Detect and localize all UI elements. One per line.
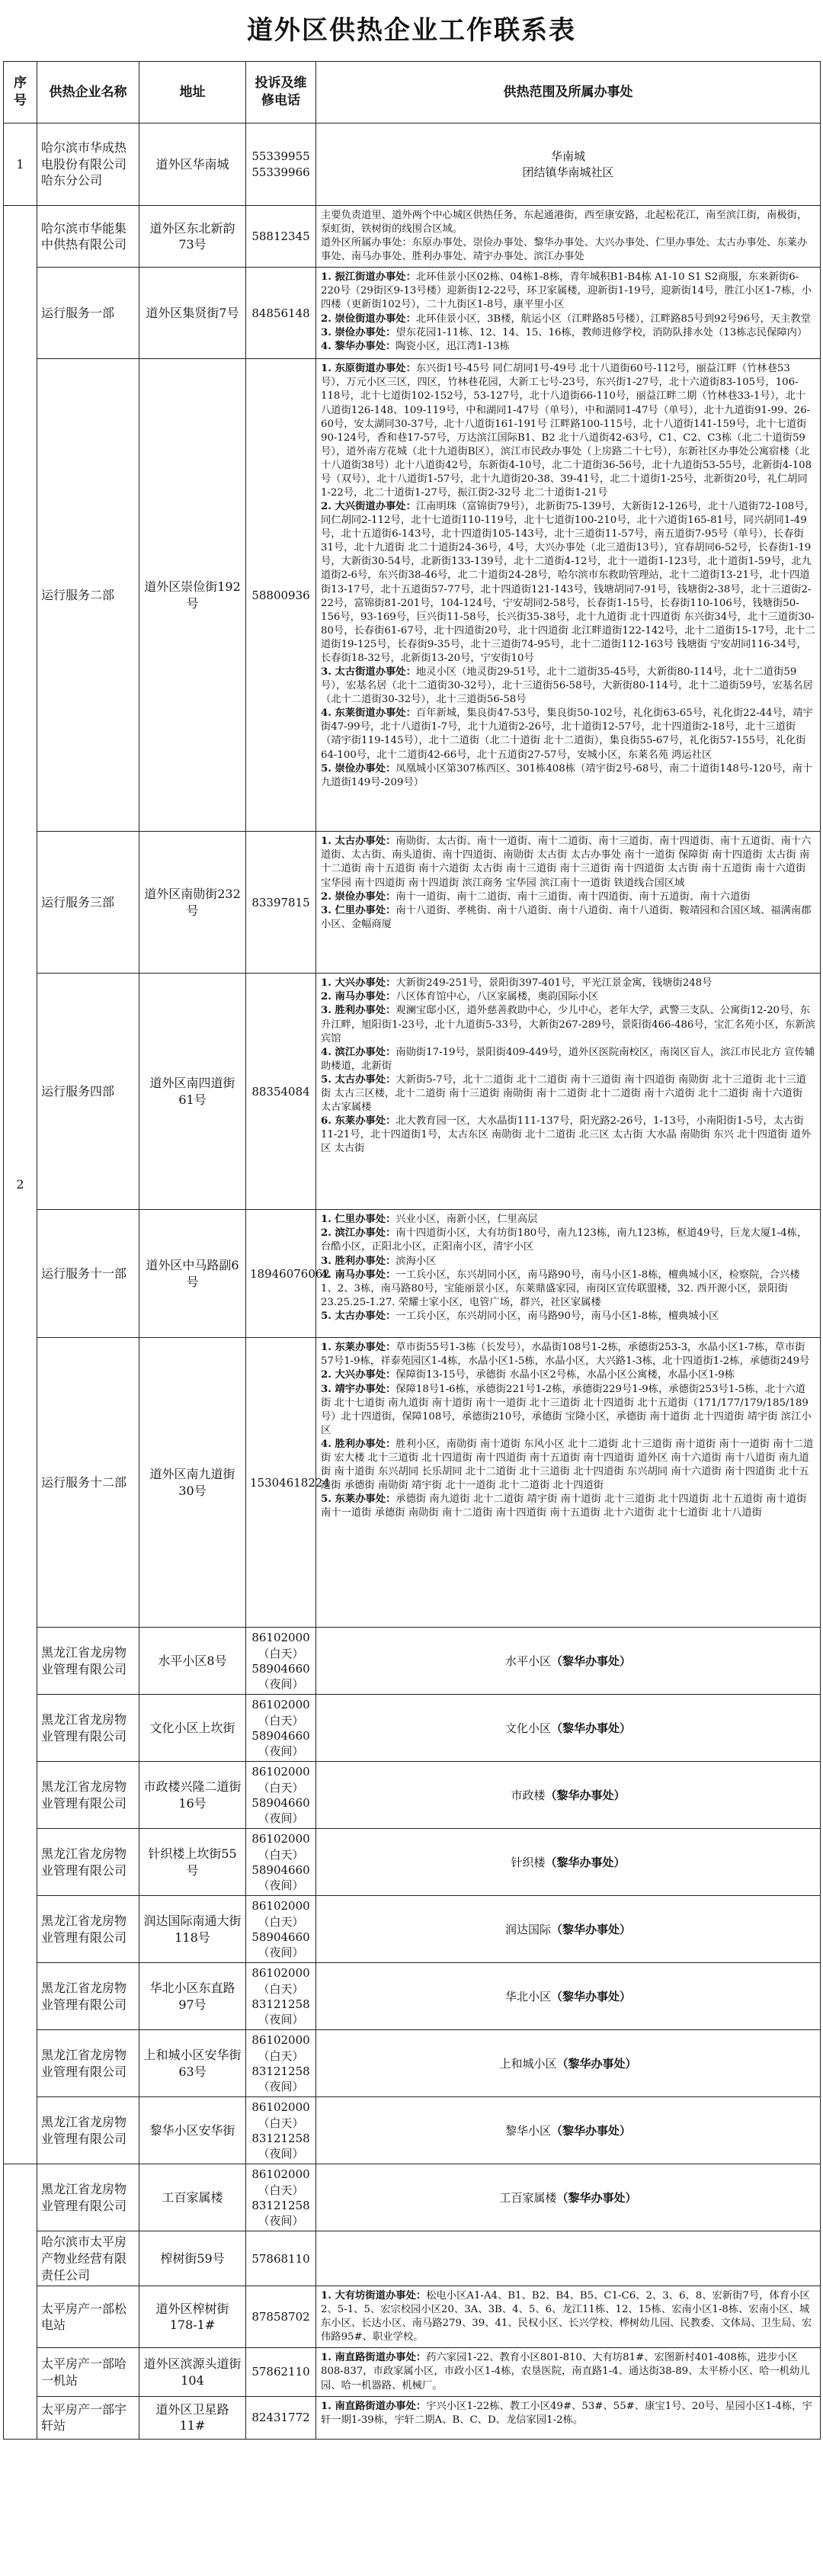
cell-phone: 86102000（白天）58904660（夜间） bbox=[246, 1695, 316, 1762]
cell-heating-area: 1. 南直路街道办事处：宇兴小区1-22栋、教工小区49#、53#、55#、康宝1号、20号、星园小区1-4栋，宇轩一期1-39栋，宇轩二期A、B、C、D、龙信家园1-2栋。 bbox=[316, 2396, 821, 2439]
table-row bbox=[4, 1695, 821, 1762]
cell-heating-area: 华北小区（黎华办事处） bbox=[316, 1963, 821, 2030]
cell-company: 哈尔滨市华能集中供热有限公司 bbox=[37, 206, 139, 268]
heating-contact-table bbox=[3, 61, 821, 2440]
cell-company: 黑龙江省龙房物业管理有限公司 bbox=[37, 2097, 139, 2164]
cell-phone: 86102000（白天）58904660（夜间） bbox=[246, 1829, 316, 1896]
cell-address: 水平小区8号 bbox=[139, 1628, 246, 1695]
cell-heating-area: 1. 东莱办事处：草市街55号1-3栋（长发号），水晶街108号1-2栋，承德街253-3，水晶小区1-7栋，草市街57号1-9栋，祥泰苑园区1-4栋，水晶小区1-5栋，水晶小区，大兴路1-3栋，北十四道街1-2栋，承德街249号 2. 大兴办事处：保障街13-15号，承德街 水晶小区2号栋，水晶小区公寓楼，水晶小区1-9栋 3. 靖宇办事处：保障18号1-6栋，承德街221号1-2栋，承德街229号1-9栋，承德街253号1-5栋，北十六道街 北十七道街 南九道街 南十道街 南十一道街 北十三道街 北十四道街 北十五道街（171/177/179/185/189号）北十四道街，保障108号，承德街210号，承德街 宝隆小区，承德街 南十道街 北十四道街 靖宇街 滨江小区 4. 胜利办事处：胜利小区，南勋街 南十道街 东风小区 北十二道街 北十三道街 南十道街 南十一道街 南十二道街 宏大楼 北十三道街 北十四道街 南十四道街 南十五道街 南十四道街 道外区 南十六道街 南十八道街 南九道街 南十道街 东兴胡同 长乐胡同 北十二道街 北十三道街 北十四道街 东兴胡同 南十六道街 南十四道街 北十五道街 承德街 南勋街 靖宇街 北十一道街 北十二道街 北十四道街 5. 东莱办事处：承德街 南九道街 北十二道街 靖宇街 南十道街 北十三道街 北十四道街 北十五道街 南十道街 南十一道街 承德街 南勋街 南十二道街 南十四道街 南十五道街 北十六道街 北十七道街 北十八道街 bbox=[316, 1338, 821, 1628]
cell-company: 运行服务三部 bbox=[37, 832, 139, 974]
cell-company: 黑龙江省龙房物业管理有限公司 bbox=[37, 1829, 139, 1896]
header-address: 地址 bbox=[139, 62, 246, 124]
cell-company: 运行服务二部 bbox=[37, 359, 139, 832]
cell-company: 黑龙江省龙房物业管理有限公司 bbox=[37, 1762, 139, 1829]
table-header-row bbox=[4, 62, 821, 124]
cell-address: 道外区崇俭街192号 bbox=[139, 359, 246, 832]
cell-address: 道外区华南城 bbox=[139, 124, 246, 206]
table-row bbox=[4, 1963, 821, 2030]
table-row bbox=[4, 359, 821, 832]
cell-phone: 82431772 bbox=[246, 2396, 316, 2439]
cell-phone: 86102000（白天）83121258（夜间） bbox=[246, 2097, 316, 2164]
cell-heating-area: 1. 大有坊街道办事处：松电小区A1-A4、B1、B2、B4、B5、C1-C6、2、3、6、8、宏新街7号，体育小区2、5-1、5、宏宗校园小区20、3A、3B、4、5、6、龙江11栋、12、15栋、宏南小区1-8栋、宏南小区、城东小区、长达小区、南马路279、39、41、民权小区、长兴学校、桦树幼儿园、民教委、文体局、卫生局、宏伟路95#、职业学校。 bbox=[316, 2286, 821, 2348]
header-company: 供热企业名称 bbox=[37, 62, 139, 124]
table-row bbox=[4, 2348, 821, 2396]
header-area: 供热范围及所属办事处 bbox=[316, 62, 821, 124]
header-seq: 序号 bbox=[4, 62, 37, 124]
table-row bbox=[4, 206, 821, 268]
cell-address: 上和城小区安华街63号 bbox=[139, 2030, 246, 2097]
cell-phone: 15304618224 bbox=[246, 1338, 316, 1628]
cell-phone: 58812345 bbox=[246, 206, 316, 268]
cell-address: 黎华小区安华街 bbox=[139, 2097, 246, 2164]
cell-company: 黑龙江省龙房物业管理有限公司 bbox=[37, 1896, 139, 1963]
cell-address: 文化小区上坎街 bbox=[139, 1695, 246, 1762]
table-row bbox=[4, 2164, 821, 2231]
cell-address: 市政楼兴隆二道街16号 bbox=[139, 1762, 246, 1829]
table-row bbox=[4, 1896, 821, 1963]
cell-phone: 55339955 55339966 bbox=[246, 124, 316, 206]
cell-address: 道外区榨树街178-1# bbox=[139, 2286, 246, 2348]
table-row bbox=[4, 974, 821, 1210]
table-row bbox=[4, 2097, 821, 2164]
cell-address: 华北小区东直路97号 bbox=[139, 1963, 246, 2030]
cell-address: 道外区卫星路11# bbox=[139, 2396, 246, 2439]
cell-company: 黑龙江省龙房物业管理有限公司 bbox=[37, 2164, 139, 2231]
cell-company: 太平房产一部松电站 bbox=[37, 2286, 139, 2348]
cell-heating-area: 1. 大兴办事处：大新街249-251号，景阳街397-401号，平光江景金寓，钱塘街248号 2. 南马办事处：八区体育馆中心，八区家属楼，奥韵国际小区 3. 胜利办事处：观澜宝邸小区，道外慈善救助中心，少儿中心，老年大学，武警三支队、公寓街12-20号，东升江畔，旭阳街1-23号，北十九道街5-33号，大新街267-289号，景阳街466-486号，宝汇名苑小区，东新滨宾馆 4. 滨江办事处：南勋街17-19号，景阳街409-449号，道外区医院南校区，南岗区盲人，滨江市民北方 宣传辅助楼道，北新街 5. 太古办事处：大新街5-7号，北十二道街 北十二道街 南十三道街 南十四道街 南勋街 北十三道街 北十三道街 太古三区楼，北十二道街 南十三道街 南勋街 南十二道街 北十二道街 南十六道街 北十二道街 南十六道街 太古家属楼 6. 东莱办事处：北大教育园一区，大水晶街111-137号，阳光路2-26号，1-13号，小南阳街1-5号，太古街11-21号，北十四道街1号，太古东区 南勋街 北十二道街 北三区 太古街 大水晶 南勋街 东兴 北十四道街 道外区 太古街 bbox=[316, 974, 821, 1210]
cell-seq: 2 bbox=[4, 206, 37, 2164]
cell-heating-area: 针织楼（黎华办事处） bbox=[316, 1829, 821, 1896]
cell-heating-area: 水平小区（黎华办事处） bbox=[316, 1628, 821, 1695]
cell-company: 哈尔滨市华成热电股份有限公司哈东分公司 bbox=[37, 124, 139, 206]
cell-phone: 84856148 bbox=[246, 268, 316, 359]
cell-company: 哈尔滨市太平房产物业经营有限责任公司 bbox=[37, 2231, 139, 2286]
cell-phone: 83397815 bbox=[246, 832, 316, 974]
cell-address: 道外区中马路副6号 bbox=[139, 1210, 246, 1338]
header-phone: 投诉及维修电话 bbox=[246, 62, 316, 124]
table-row bbox=[4, 2396, 821, 2439]
cell-company: 黑龙江省龙房物业管理有限公司 bbox=[37, 1695, 139, 1762]
cell-heating-area: 市政楼（黎华办事处） bbox=[316, 1762, 821, 1829]
cell-heating-area: 润达国际（黎华办事处） bbox=[316, 1896, 821, 1963]
cell-address: 工百家属楼 bbox=[139, 2164, 246, 2231]
cell-heating-area: 1. 太古办事处：南勋街、太古街、南十一道街、南十二道街、南十三道街、南十四道街、南十五道街、南十六道街、太古街、南头道街、南十四道街、南勋街 太古街 太古办事处 南十一道街 保障街 南十四道街 太古街 南十二道街 南十五道街 南十六道街 太古街 南十三道街 南十三道街 南十四道街 太古街 南十五道街 南十六道街 宝华园 南十四道街 南十四道街 滨江商务 宝华园 滨江南十一道街 铁道线合国区域 2. 崇俭办事处：南十一道街、南十二道街、南十三道街、南十四道街、南十五道街、南十六道街 3. 仁里办事处：南十八道街、孝桃街、南十八道街、南十八道街、南十八道街、鞍靖园和合国区域、福满南郡小区、金幅商厦 bbox=[316, 832, 821, 974]
document-title: 道外区供热企业工作联系表 bbox=[247, 15, 576, 46]
cell-phone: 87858702 bbox=[246, 2286, 316, 2348]
cell-heating-area: 1. 仁里办事处：兴业小区，南新小区，仁里高层 2. 滨江办事处：南十四道街小区，大有坊街180号，南九123栋，南九123栋，枢道49号，巨龙大厦1-4栋，台酷小区，正阳北小区，正阳南小区，清宇小区 3. 胜利办事处：滨海小区 4. 南马办事处：一工兵小区，东兴胡同小区，南马路90号，南马小区1-8栋，檀典城小区，检察院，合兴楼1、2、3栋，南马路80号，宝能丽景小区，东莱鼎盛家园，南岗区宣传联盟楼，32. 西开源小区，景阳街23.25.25-1.27. 荣耀士家小区，电管广场，群兴，社区家属楼 5. 太古办事处：一工兵小区，东兴胡同小区，南马路90号，南马小区1-8栋，檀典城小区 bbox=[316, 1210, 821, 1338]
cell-phone: 86102000（白天）58904660（夜间） bbox=[246, 1762, 316, 1829]
cell-phone: 57868110 bbox=[246, 2231, 316, 2286]
cell-seq bbox=[4, 2164, 37, 2439]
table-row bbox=[4, 1210, 821, 1338]
cell-phone: 86102000（白天）83121258（夜间） bbox=[246, 2030, 316, 2097]
cell-company: 黑龙江省龙房物业管理有限公司 bbox=[37, 1628, 139, 1695]
cell-address: 道外区南四道街61号 bbox=[139, 974, 246, 1210]
table-row bbox=[4, 1829, 821, 1896]
cell-phone: 18946076062 bbox=[246, 1210, 316, 1338]
cell-phone: 86102000（白天）58904660（夜间） bbox=[246, 1896, 316, 1963]
cell-company: 运行服务十二部 bbox=[37, 1338, 139, 1628]
cell-heating-area: 主要负责道里、道外两个中心城区供热任务，东起通港街，西至康安路，北起松花江，南至滨江街，南极街，泵虹街，铁树街的线围合区域。 道外区所属办事处：东原办事处、崇俭办事处、黎华办事处、大兴办事处、仁里办事处、太古办事处、东莱办事处、南马办事处、胜利办事处、靖宇办事处、滨江办事处 bbox=[316, 206, 821, 268]
table-row bbox=[4, 2030, 821, 2097]
table-row bbox=[4, 124, 821, 206]
cell-company: 运行服务一部 bbox=[37, 268, 139, 359]
cell-phone: 86102000（白天）58904660（夜间） bbox=[246, 1628, 316, 1695]
cell-heating-area: 1. 东原街道办事处：东兴街1号-45号 同仁胡同1号-49号 北十八道街60号-112号，丽益江畔（竹林巷53号），万元小区三区，四区，竹林巷花园，大新工七号-23号，东兴街1-27号，北十六道街83-105号，106-118号，北十七道街102-152号，53-127号，北十八道街66-110号，丽益江畔二期（竹林巷33-1号），北十八道街126-148、109-119号，中和湖同1-47号（单号），中和湖同1-47号（单号），北十九道街91-99、26-60号，安太湖同30-37号，北十八道街161-191号 江畔路100-115号，北十八道街141-159号，北十七道街90-124号，香和巷17-57号，万达滨江国际B1、B2 北十八道街42-63号，C1、C2、C3栋（北二十道街59号），道外南方花城（北十九道街B区），滨江市民政办事处（上房路二十七号），东新社区办事处公寓宿楼（北十八道街38号）北十八道街42号，东新街4-10号，北二十道街36-56号，北十九道街53-55号，北新街4-108号（双号），北十八道街1-57号，北十九道街20-38、39-41号，北二十道街1-25号，北新街20号，礼仁胡同1-22号，北二十道街1-27号，振江街2-32号 北二十道街1-21号 2. 大兴街道办事处：江南明珠（富锦街79号），北新街75-139号，大新街12-126号，北十八道街72-108号，同仁胡同2-112号，北十七道街110-119号，北十七道街100-210号，北十六道街165-81号，同兴胡同1-49号，北十五道街6-143号，北十四道街105-143号，北十三道街11-57号，南五道街7-95号（单号），长春街31号，北十九道街 北二十道街24-36号，4号，大兴办事处（北三道街13号），宜春胡同6-52号，长春街1-19号，大新街30-54号，北新街133-139号，北十二道街4-12号，北十一道街1-123号，北十道街1-59号，北九道街2-6号，东兴街38-46号，北二十道街24-28号，哈尔滨市东救助管理站，北十二道街13-21号，北十四道街13-17号，北十五道街57-77号，北十四道街121-143号，钱塘胡同7-91号，钱塘街2-38号，北十三道街2-22号，富锦街81-201号，104-124号，宁安胡同2-58号，长春街1-15号，长春街110-106号，钱塘街50-156号，93-169号，巨兴街11-58号，长兴街35-38号，北十九道街 北十四道街 东兴街34号，北十三道街30-80号，长春街61-67号，北十四道街20号，北十四道街 北江畔道街122-142号，北十二道街15-17号，北十二道街19-125号，长春街9-35号，北十三道街74-95号，北十二道街112-163号 钱塘街 宁安胡同116-34号，长春街18-32号，北新街13-20号，宁安街10号 3. 太古街道办事处：地灵小区（地灵街29-51号，北十二道街35-45号，大新街80-114号，北十二道街59号），宏基名居（北十二道街30-32号），北十三道街56-58号，大新街80-114号，北十二道街59号，宏基名居（北十二道街30-32号），北十三道街56-58号 4. 东莱街道办事处：百年新城，集良街47-53号，集良街50-102号，礼化街63-65号，礼化街22-44号，靖宇街47-99号，北十八道街1-7号，北十九道街2-26号，北十道街12-57号，北十四道街2-18号，北十三道街（靖宇街119-145号），北十二道街（北二十道街 北十二道街），集良街55-67号，礼化街57-155号，礼化街64-100号，北十二道街42-66号，北十五道街27-57号，安城小区，东莱名苑 鸿运社区 5. 崇俭办事处：凤凰城小区第307栋西区、301栋408栋（靖宇街2号-68号，南二十道街148号-120号，南十九道街149号-209号） bbox=[316, 359, 821, 832]
cell-address: 道外区南九道街30号 bbox=[139, 1338, 246, 1628]
table-row bbox=[4, 1628, 821, 1695]
cell-phone: 86102000（白天）83121258（夜间） bbox=[246, 1963, 316, 2030]
table-row bbox=[4, 268, 821, 359]
cell-address: 榨树街59号 bbox=[139, 2231, 246, 2286]
cell-address: 道外区滨源头道街104 bbox=[139, 2348, 246, 2396]
cell-company: 太平房产一部哈一机站 bbox=[37, 2348, 139, 2396]
cell-seq: 1 bbox=[4, 124, 37, 206]
cell-phone: 86102000（白天）83121258（夜间） bbox=[246, 2164, 316, 2231]
table-row bbox=[4, 2286, 821, 2348]
cell-company: 黑龙江省龙房物业管理有限公司 bbox=[37, 2030, 139, 2097]
table-row bbox=[4, 2231, 821, 2286]
cell-phone: 88354084 bbox=[246, 974, 316, 1210]
cell-company: 太平房产一部宇轩站 bbox=[37, 2396, 139, 2439]
cell-address: 润达国际南通大街118号 bbox=[139, 1896, 246, 1963]
cell-heating-area: 黎华小区（黎华办事处） bbox=[316, 2097, 821, 2164]
table-row bbox=[4, 832, 821, 974]
cell-phone: 58800936 bbox=[246, 359, 316, 832]
table-row bbox=[4, 1762, 821, 1829]
cell-address: 道外区东北新韵73号 bbox=[139, 206, 246, 268]
table-row bbox=[4, 1338, 821, 1628]
cell-heating-area: 华南城 团结镇华南城社区 bbox=[316, 124, 821, 206]
cell-heating-area: 文化小区（黎华办事处） bbox=[316, 1695, 821, 1762]
cell-company: 黑龙江省龙房物业管理有限公司 bbox=[37, 1963, 139, 2030]
cell-address: 针织楼上坎街55号 bbox=[139, 1829, 246, 1896]
cell-heating-area bbox=[316, 2231, 821, 2286]
cell-heating-area: 1. 南直路街道办事处：药六家园1-22、教育小区801-810、大有坊81#、宏图新村401-408栋，进步小区808-837，市政家属小区，市政小区1-4栋，农垦医院，南直路1-4、通达街38-89、太平桥小区、哈一机幼儿园、哈一机器路、机械厂。 bbox=[316, 2348, 821, 2396]
cell-heating-area: 工百家属楼（黎华办事处） bbox=[316, 2164, 821, 2231]
cell-phone: 57862110 bbox=[246, 2348, 316, 2396]
cell-heating-area: 1. 振江街道办事处：北环佳景小区02栋、04栋1-8栋，青年城积B1-B4栋 A1-10 S1 S2商服，东来新街6-220号（29街区9-13号楼）迎新街12-22号，环卫家属楼，迎新街1-19号，迎新街14号，胜江小区1-7栋，小四楼（更新街102号），二十九街区1-8号，康平里小区 2. 崇俭街道办事处：北环佳景小区，3B楼，航运小区（江畔路85号楼），江畔路85号到92号96号，天主教堂 3. 崇俭办事处：望东花园1-11栋、12、14、15、16栋，教师进修学校，消防队排水处（13栋志民保障内） 4. 黎华办事处：陶瓷小区，迅江湾1-13栋 bbox=[316, 268, 821, 359]
cell-company: 运行服务四部 bbox=[37, 974, 139, 1210]
cell-address: 道外区南勋街232号 bbox=[139, 832, 246, 974]
cell-heating-area: 上和城小区（黎华办事处） bbox=[316, 2030, 821, 2097]
cell-company: 运行服务十一部 bbox=[37, 1210, 139, 1338]
cell-address: 道外区集贤街7号 bbox=[139, 268, 246, 359]
